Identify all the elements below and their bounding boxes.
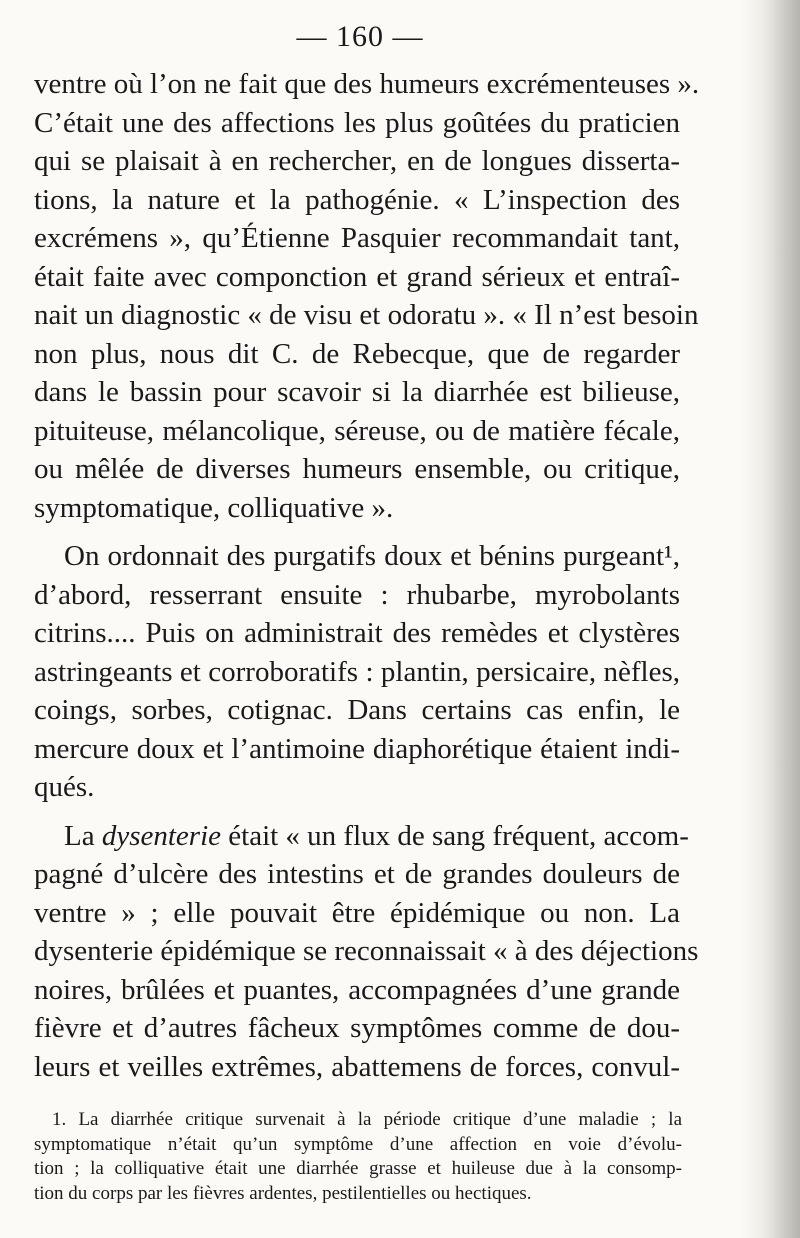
text-line: non plus, nous dit C. de Rebecque, que de regarder [34,337,680,370]
text-line: nait un diagnostic « de visu et odoratu ». « Il n’est besoin [34,299,699,331]
text-line: coings, sorbes, cotignac. Dans certains cas enfin, le [34,694,680,726]
footnote-line: 1. La diarrhée critique survenait à la période critique d’une maladie ; la [52,1109,682,1130]
text-line: pagné d’ulcère des intestins et de grandes douleurs de [34,858,680,890]
page-gutter-shadow [760,0,800,1238]
text-line: dans le bassin pour scavoir si la diarrhée est bilieuse, [34,376,680,408]
text-line: dysenterie épidémique se reconnaissait « à des déjections [34,935,699,967]
page-number: — 160 — [296,20,424,53]
footnote-line: tion du corps par les fièvres ardentes, pestilentielles ou hectiques. [34,1182,532,1204]
text-segment: était « un flux de sang fréquent, accom- [221,819,689,852]
text-line: fièvre et d’autres fâcheux symptômes comme de dou- [34,1012,680,1044]
footnote-line: symptomatique n’était qu’un symptôme d’une affection en voie d’évolu- [34,1133,682,1155]
text-line: leurs et veilles extrêmes, abattemens de forces, convul- [34,1050,680,1083]
text-line: ventre » ; elle pouvait être épidémique ou non. La [34,896,680,929]
text-line: astringeants et corroboratifs : plantin, persicaire, nèfles, [34,655,680,688]
paragraph-2 [34,537,680,807]
text-line: On ordonnait des purgatifs doux et bénins purgeant¹, [64,540,680,572]
text-line: ou mêlée de diverses humeurs ensemble, ou critique, [34,453,680,485]
paragraph-3 [34,817,699,1087]
text-line: ventre où l’on ne fait que des humeurs excrémenteuses ». [34,68,700,100]
text-line: noires, brûlées et puantes, accompagnées d’une grande [34,973,680,1006]
body-text [34,65,700,1086]
text-line: tions, la nature et la pathogénie. « L’inspection des [34,183,680,216]
text-line [34,817,689,856]
text-line: citrins.... Puis on administrait des remèdes et clystères [34,617,680,649]
footnote-line: tion ; la colliquative était une diarrhée grasse et huileuse due à la consomp- [34,1158,682,1179]
text-line: qués. [34,771,95,803]
text-line: symptomatique, colliquative ». [34,491,394,524]
text-line: pituiteuse, mélancolique, séreuse, ou de matière fécale, [34,414,680,447]
footnote [34,1108,682,1206]
text-line: d’abord, resserrant ensuite : rhubarbe, myrobolants [34,578,680,611]
text-segment: La [64,819,102,852]
text-line: excrémens », qu’Étienne Pasquier recommandait tant, [34,222,680,254]
text-line: C’était une des affections les plus goûtées du praticien [34,106,680,139]
text-line: était faite avec componction et grand sérieux et entraî- [34,260,680,293]
text-line: qui se plaisait à en rechercher, en de longues disserta- [34,145,680,177]
italic-term: dysenterie [101,819,222,852]
text-line: mercure doux et l’antimoine diaphorétique étaient indi- [34,732,680,765]
paragraph-1 [34,65,700,527]
